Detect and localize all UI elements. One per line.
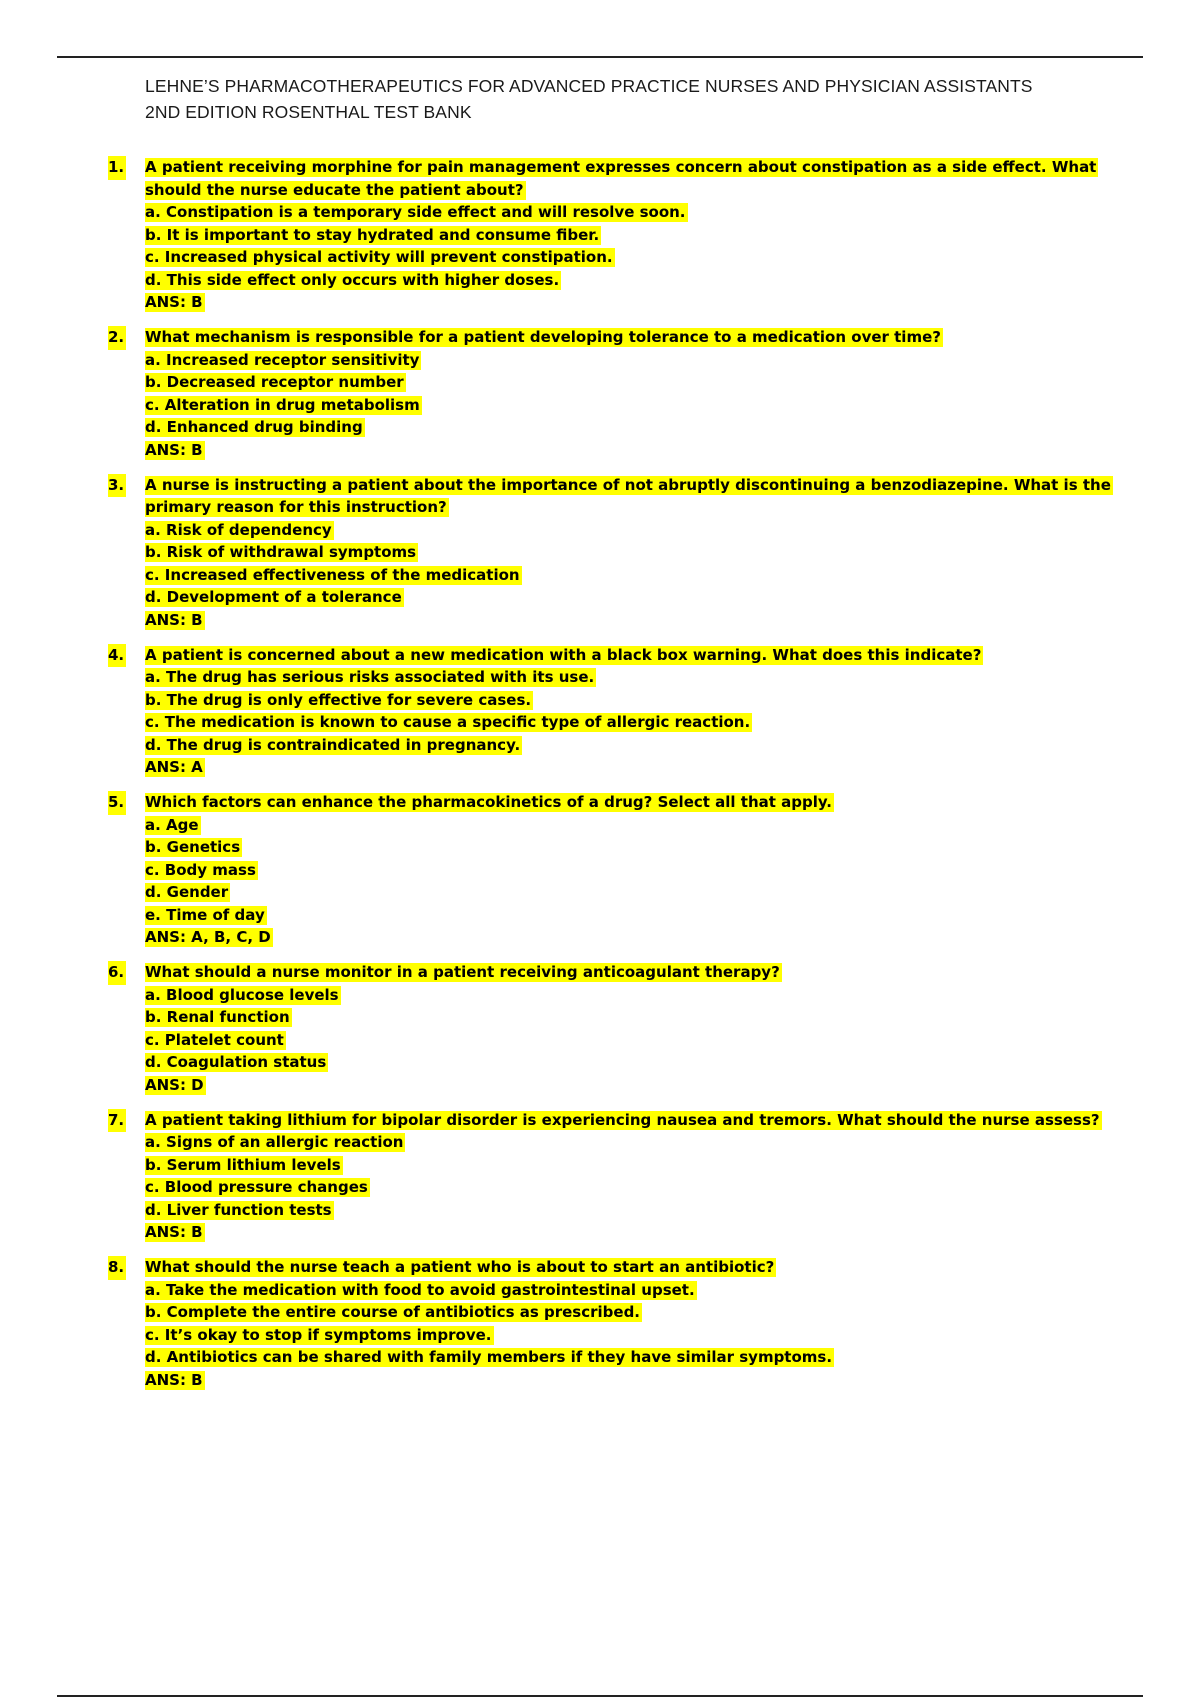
answer-key: ANS: B bbox=[145, 440, 203, 459]
answer-key: ANS: D bbox=[145, 1075, 204, 1094]
question-number: 5. bbox=[108, 791, 126, 815]
question-8 bbox=[108, 1256, 1118, 1391]
question-text: A patient is concerned about a new medication with a black box warning. What does this indicate? bbox=[145, 645, 982, 664]
question-text: A nurse is instructing a patient about the importance of not abruptly discontinuing a benzodiazepine. What is the primary reason for this instruction? bbox=[145, 475, 1111, 516]
document-header bbox=[145, 73, 1105, 125]
question-text: What should a nurse monitor in a patient receiving anticoagulant therapy? bbox=[145, 963, 780, 981]
header-line-1: LEHNE’S PHARMACOTHERAPEUTICS FOR ADVANCED PRACTICE NURSES AND PHYSICIAN ASSISTANTS bbox=[145, 76, 1033, 96]
question-2 bbox=[108, 326, 1118, 461]
answer-option-d: d. Enhanced drug binding bbox=[145, 418, 363, 436]
question-4 bbox=[108, 644, 1118, 779]
bottom-rule bbox=[57, 1695, 1143, 1697]
question-6 bbox=[108, 961, 1118, 1096]
answer-option-a: a. Risk of dependency bbox=[145, 520, 332, 539]
question-3 bbox=[108, 474, 1118, 632]
top-rule bbox=[57, 56, 1143, 58]
answer-option-b: b. Risk of withdrawal symptoms bbox=[145, 543, 417, 561]
question-text: A patient taking lithium for bipolar disorder is experiencing nausea and tremors. What should the nurse assess? bbox=[145, 1110, 1100, 1129]
question-list bbox=[108, 156, 1118, 1404]
answer-key: ANS: B bbox=[145, 1370, 203, 1389]
answer-option-d: d. The drug is contraindicated in pregnancy. bbox=[145, 735, 521, 754]
question-number: 2. bbox=[108, 326, 126, 350]
answer-key: ANS: B bbox=[145, 293, 203, 311]
question-text: What should the nurse teach a patient who is about to start an antibiotic? bbox=[145, 1258, 775, 1276]
answer-option-a: a. The drug has serious risks associated with its use. bbox=[145, 668, 595, 686]
answer-key: ANS: A bbox=[145, 758, 203, 776]
question-5 bbox=[108, 791, 1118, 949]
question-number: 6. bbox=[108, 961, 126, 985]
answer-option-b: b. Renal function bbox=[145, 1008, 290, 1026]
answer-option-c: c. It’s okay to stop if symptoms improve. bbox=[145, 1325, 492, 1344]
answer-option-c: c. Platelet count bbox=[145, 1030, 284, 1049]
question-number: 7. bbox=[108, 1109, 126, 1133]
answer-option-a: a. Signs of an allergic reaction bbox=[145, 1133, 404, 1151]
answer-option-b: b. It is important to stay hydrated and consume fiber. bbox=[145, 225, 600, 244]
answer-option-d: d. This side effect only occurs with higher doses. bbox=[145, 270, 560, 289]
answer-option-c: c. Body mass bbox=[145, 860, 256, 879]
question-number: 3. bbox=[108, 474, 126, 498]
question-text: A patient receiving morphine for pain management expresses concern about constipation as a side effect. What should the nurse educate the patient about? bbox=[145, 158, 1097, 199]
answer-option-d: d. Liver function tests bbox=[145, 1200, 332, 1219]
answer-option-c: c. Increased physical activity will prevent constipation. bbox=[145, 248, 613, 266]
answer-option-b: b. Serum lithium levels bbox=[145, 1155, 341, 1174]
answer-key: ANS: B bbox=[145, 610, 203, 629]
answer-option-a: a. Age bbox=[145, 815, 199, 834]
answer-option-b: b. Complete the entire course of antibiotics as prescribed. bbox=[145, 1303, 641, 1321]
answer-option-d: d. Gender bbox=[145, 883, 229, 901]
answer-option-a: a. Blood glucose levels bbox=[145, 985, 339, 1004]
answer-option-d: d. Antibiotics can be shared with family members if they have similar symptoms. bbox=[145, 1348, 833, 1366]
answer-option-c: c. Alteration in drug metabolism bbox=[145, 395, 420, 414]
question-7 bbox=[108, 1109, 1118, 1244]
question-number: 1. bbox=[108, 156, 126, 180]
question-text: What mechanism is responsible for a patient developing tolerance to a medication over time? bbox=[145, 328, 941, 346]
question-number: 8. bbox=[108, 1256, 126, 1280]
answer-option-e: e. Time of day bbox=[145, 905, 265, 924]
answer-option-c: c. The medication is known to cause a specific type of allergic reaction. bbox=[145, 713, 751, 731]
question-text: Which factors can enhance the pharmacokinetics of a drug? Select all that apply. bbox=[145, 793, 832, 811]
answer-option-b: b. Genetics bbox=[145, 838, 241, 856]
answer-option-a: a. Take the medication with food to avoid gastrointestinal upset. bbox=[145, 1280, 695, 1299]
answer-key: ANS: A, B, C, D bbox=[145, 928, 271, 946]
answer-option-a: a. Increased receptor sensitivity bbox=[145, 350, 420, 369]
question-1 bbox=[108, 156, 1118, 314]
answer-option-d: d. Coagulation status bbox=[145, 1053, 327, 1071]
answer-option-c: c. Blood pressure changes bbox=[145, 1178, 368, 1196]
header-line-2: 2ND EDITION ROSENTHAL TEST BANK bbox=[145, 102, 472, 122]
answer-option-c: c. Increased effectiveness of the medication bbox=[145, 565, 520, 584]
answer-option-d: d. Development of a tolerance bbox=[145, 588, 402, 606]
question-number: 4. bbox=[108, 644, 126, 668]
answer-key: ANS: B bbox=[145, 1223, 203, 1241]
answer-option-b: b. Decreased receptor number bbox=[145, 373, 404, 391]
answer-option-a: a. Constipation is a temporary side effect and will resolve soon. bbox=[145, 203, 686, 221]
answer-option-b: b. The drug is only effective for severe cases. bbox=[145, 690, 532, 709]
